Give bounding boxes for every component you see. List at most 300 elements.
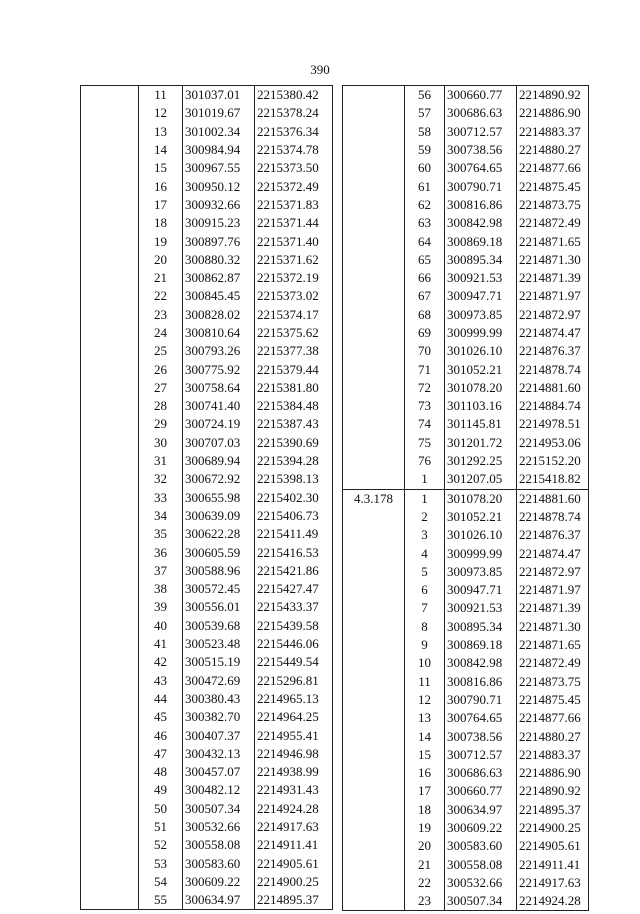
y-coordinate-cell: 2214881.60	[517, 379, 589, 397]
x-coordinate-cell: 300382.70	[183, 708, 255, 726]
point-number-cell: 11	[139, 86, 183, 105]
section-cell	[81, 306, 139, 324]
point-number-cell: 43	[139, 672, 183, 690]
point-number-cell: 72	[405, 379, 445, 397]
table-row	[343, 819, 589, 837]
table-row	[81, 562, 333, 580]
point-number-cell: 76	[405, 452, 445, 470]
section-cell	[81, 854, 139, 872]
point-number-cell: 12	[139, 104, 183, 122]
x-coordinate-cell: 300724.19	[183, 415, 255, 433]
point-number-cell: 28	[139, 397, 183, 415]
y-coordinate-cell: 2215381.80	[255, 379, 333, 397]
y-coordinate-cell: 2214871.30	[517, 251, 589, 269]
table-row	[81, 708, 333, 726]
section-cell	[343, 86, 405, 105]
table-row	[343, 141, 589, 159]
y-coordinate-cell: 2214938.99	[255, 763, 333, 781]
table-row	[343, 415, 589, 433]
section-cell	[343, 452, 405, 470]
section-cell	[81, 214, 139, 232]
x-coordinate-cell: 300973.85	[445, 563, 517, 581]
section-cell	[81, 434, 139, 452]
table-row	[81, 306, 333, 324]
table-row	[81, 781, 333, 799]
point-number-cell: 64	[405, 232, 445, 250]
section-cell	[343, 342, 405, 360]
point-number-cell: 45	[139, 708, 183, 726]
x-coordinate-cell: 300605.59	[183, 543, 255, 561]
x-coordinate-cell: 300915.23	[183, 214, 255, 232]
point-number-cell: 18	[405, 801, 445, 819]
point-number-cell: 21	[405, 855, 445, 873]
section-cell	[343, 141, 405, 159]
section-cell	[343, 636, 405, 654]
point-number-cell: 19	[139, 232, 183, 250]
y-coordinate-cell: 2215371.83	[255, 196, 333, 214]
point-number-cell: 22	[405, 874, 445, 892]
point-number-cell: 62	[405, 196, 445, 214]
table-row	[343, 709, 589, 727]
y-coordinate-cell: 2214871.65	[517, 232, 589, 250]
point-number-cell: 1	[405, 470, 445, 489]
section-cell	[81, 452, 139, 470]
y-coordinate-cell: 2215374.17	[255, 306, 333, 324]
point-number-cell: 63	[405, 214, 445, 232]
table-row	[81, 873, 333, 891]
y-coordinate-cell: 2215433.37	[255, 598, 333, 616]
point-number-cell: 29	[139, 415, 183, 433]
point-number-cell: 15	[405, 746, 445, 764]
x-coordinate-cell: 301002.34	[183, 123, 255, 141]
y-coordinate-cell: 2214871.39	[517, 599, 589, 617]
table-row	[81, 763, 333, 781]
x-coordinate-cell: 301103.16	[445, 397, 517, 415]
y-coordinate-cell: 2214978.51	[517, 415, 589, 433]
coordinates-table-right	[342, 85, 589, 911]
x-coordinate-cell: 300660.77	[445, 86, 517, 105]
point-number-cell: 21	[139, 269, 183, 287]
section-cell	[343, 727, 405, 745]
section-cell	[81, 489, 139, 507]
y-coordinate-cell: 2215411.49	[255, 525, 333, 543]
y-coordinate-cell: 2214881.60	[517, 489, 589, 508]
point-number-cell: 60	[405, 159, 445, 177]
x-coordinate-cell: 300556.01	[183, 598, 255, 616]
x-coordinate-cell: 300558.08	[445, 855, 517, 873]
x-coordinate-cell: 300572.45	[183, 580, 255, 598]
x-coordinate-cell: 300741.40	[183, 397, 255, 415]
table-row	[81, 269, 333, 287]
point-number-cell: 73	[405, 397, 445, 415]
point-number-cell: 50	[139, 800, 183, 818]
x-coordinate-cell: 301026.10	[445, 342, 517, 360]
y-coordinate-cell: 2214905.61	[255, 854, 333, 872]
table-row	[343, 691, 589, 709]
point-number-cell: 1	[405, 489, 445, 508]
section-cell	[343, 544, 405, 562]
table-row	[81, 415, 333, 433]
table-row	[81, 617, 333, 635]
table-row	[81, 86, 333, 105]
section-cell	[81, 379, 139, 397]
point-number-cell: 74	[405, 415, 445, 433]
x-coordinate-cell: 300707.03	[183, 434, 255, 452]
section-cell	[81, 726, 139, 744]
x-coordinate-cell: 300609.22	[183, 873, 255, 891]
y-coordinate-cell: 2214911.41	[517, 855, 589, 873]
point-number-cell: 20	[405, 837, 445, 855]
table-row	[81, 891, 333, 910]
table-row	[81, 800, 333, 818]
y-coordinate-cell: 2214886.90	[517, 764, 589, 782]
x-coordinate-cell: 300932.66	[183, 196, 255, 214]
x-coordinate-cell: 300758.64	[183, 379, 255, 397]
x-coordinate-cell: 301019.67	[183, 104, 255, 122]
page-number: 390	[310, 62, 330, 77]
section-cell	[343, 397, 405, 415]
y-coordinate-cell: 2214886.90	[517, 104, 589, 122]
section-cell	[343, 581, 405, 599]
point-number-cell: 5	[405, 563, 445, 581]
section-cell	[81, 818, 139, 836]
table-row	[343, 360, 589, 378]
y-coordinate-cell: 2214911.41	[255, 836, 333, 854]
y-coordinate-cell: 2215402.30	[255, 489, 333, 507]
y-coordinate-cell: 2214878.74	[517, 508, 589, 526]
y-coordinate-cell: 2214895.37	[255, 891, 333, 910]
y-coordinate-cell: 2215373.50	[255, 159, 333, 177]
y-coordinate-cell: 2214874.47	[517, 324, 589, 342]
y-coordinate-cell: 2214875.45	[517, 177, 589, 195]
section-cell	[81, 763, 139, 781]
x-coordinate-cell: 300634.97	[445, 801, 517, 819]
y-coordinate-cell: 2214924.28	[255, 800, 333, 818]
y-coordinate-cell: 2214883.37	[517, 123, 589, 141]
point-number-cell: 10	[405, 654, 445, 672]
table-row	[81, 251, 333, 269]
table-row	[343, 801, 589, 819]
section-cell	[343, 104, 405, 122]
x-coordinate-cell: 300532.66	[445, 874, 517, 892]
point-number-cell: 4	[405, 544, 445, 562]
section-cell	[81, 324, 139, 342]
section-cell	[81, 562, 139, 580]
x-coordinate-cell: 301207.05	[445, 470, 517, 489]
x-coordinate-cell: 300862.87	[183, 269, 255, 287]
table-row	[81, 123, 333, 141]
section-cell	[343, 232, 405, 250]
x-coordinate-cell: 300472.69	[183, 672, 255, 690]
table-row	[343, 470, 589, 489]
section-cell	[343, 764, 405, 782]
y-coordinate-cell: 2214890.92	[517, 782, 589, 800]
x-coordinate-cell: 300609.22	[445, 819, 517, 837]
y-coordinate-cell: 2214953.06	[517, 434, 589, 452]
section-cell	[343, 508, 405, 526]
table-row	[343, 104, 589, 122]
x-coordinate-cell: 301026.10	[445, 526, 517, 544]
x-coordinate-cell: 300583.60	[445, 837, 517, 855]
table-row	[81, 214, 333, 232]
section-cell	[81, 342, 139, 360]
y-coordinate-cell: 2215380.42	[255, 86, 333, 105]
point-number-cell: 46	[139, 726, 183, 744]
point-number-cell: 6	[405, 581, 445, 599]
section-cell	[343, 269, 405, 287]
section-cell	[343, 196, 405, 214]
point-number-cell: 13	[139, 123, 183, 141]
point-number-cell: 31	[139, 452, 183, 470]
y-coordinate-cell: 2214895.37	[517, 801, 589, 819]
section-cell	[343, 159, 405, 177]
y-coordinate-cell: 2215418.82	[517, 470, 589, 489]
x-coordinate-cell: 300816.86	[445, 673, 517, 691]
point-number-cell: 23	[139, 306, 183, 324]
y-coordinate-cell: 2214871.97	[517, 287, 589, 305]
table-row	[81, 379, 333, 397]
section-cell	[343, 801, 405, 819]
x-coordinate-cell: 301052.21	[445, 508, 517, 526]
point-number-cell: 54	[139, 873, 183, 891]
x-coordinate-cell: 300432.13	[183, 745, 255, 763]
section-cell	[81, 141, 139, 159]
point-number-cell: 12	[405, 691, 445, 709]
table-row	[343, 489, 589, 508]
x-coordinate-cell: 300790.71	[445, 691, 517, 709]
table-row	[343, 673, 589, 691]
x-coordinate-cell: 300828.02	[183, 306, 255, 324]
point-number-cell: 48	[139, 763, 183, 781]
x-coordinate-cell: 300842.98	[445, 214, 517, 232]
point-number-cell: 14	[405, 727, 445, 745]
y-coordinate-cell: 2214900.25	[517, 819, 589, 837]
y-coordinate-cell: 2215373.02	[255, 287, 333, 305]
y-coordinate-cell: 2214883.37	[517, 746, 589, 764]
y-coordinate-cell: 2214884.74	[517, 397, 589, 415]
section-cell	[343, 563, 405, 581]
y-coordinate-cell: 2214965.13	[255, 690, 333, 708]
y-coordinate-cell: 2214872.97	[517, 306, 589, 324]
section-cell	[81, 617, 139, 635]
point-number-cell: 18	[139, 214, 183, 232]
y-coordinate-cell: 2215372.49	[255, 177, 333, 195]
y-coordinate-cell: 2215379.44	[255, 360, 333, 378]
section-cell	[343, 526, 405, 544]
point-number-cell: 67	[405, 287, 445, 305]
table-row	[81, 745, 333, 763]
y-coordinate-cell: 2215371.62	[255, 251, 333, 269]
section-cell	[81, 891, 139, 910]
table-row	[81, 196, 333, 214]
y-coordinate-cell: 2215449.54	[255, 653, 333, 671]
x-coordinate-cell: 300539.68	[183, 617, 255, 635]
section-cell	[343, 819, 405, 837]
table-row	[343, 196, 589, 214]
y-coordinate-cell: 2214880.27	[517, 141, 589, 159]
section-cell	[343, 673, 405, 691]
x-coordinate-cell: 300999.99	[445, 544, 517, 562]
section-cell	[81, 159, 139, 177]
table-row	[343, 306, 589, 324]
section-cell	[81, 269, 139, 287]
x-coordinate-cell: 300967.55	[183, 159, 255, 177]
x-coordinate-cell: 300790.71	[445, 177, 517, 195]
table-row	[81, 141, 333, 159]
x-coordinate-cell: 300558.08	[183, 836, 255, 854]
y-coordinate-cell: 2215376.34	[255, 123, 333, 141]
table-row	[343, 636, 589, 654]
y-coordinate-cell: 2214955.41	[255, 726, 333, 744]
y-coordinate-cell: 2214878.74	[517, 360, 589, 378]
section-cell	[81, 690, 139, 708]
x-coordinate-cell: 300407.37	[183, 726, 255, 744]
section-cell	[81, 836, 139, 854]
y-coordinate-cell: 2215416.53	[255, 543, 333, 561]
x-coordinate-cell: 300895.34	[445, 251, 517, 269]
section-cell	[343, 746, 405, 764]
table-row	[81, 635, 333, 653]
x-coordinate-cell: 300984.94	[183, 141, 255, 159]
point-number-cell: 16	[405, 764, 445, 782]
x-coordinate-cell: 301078.20	[445, 379, 517, 397]
point-number-cell: 56	[405, 86, 445, 105]
table-row	[343, 177, 589, 195]
x-coordinate-cell: 300842.98	[445, 654, 517, 672]
section-cell	[81, 415, 139, 433]
y-coordinate-cell: 2214876.37	[517, 342, 589, 360]
y-coordinate-cell: 2215384.48	[255, 397, 333, 415]
point-number-cell: 61	[405, 177, 445, 195]
table-row	[343, 324, 589, 342]
point-number-cell: 57	[405, 104, 445, 122]
x-coordinate-cell: 301145.81	[445, 415, 517, 433]
table-row	[343, 544, 589, 562]
x-coordinate-cell: 300507.34	[445, 892, 517, 911]
point-number-cell: 27	[139, 379, 183, 397]
section-cell	[81, 360, 139, 378]
y-coordinate-cell: 2214876.37	[517, 526, 589, 544]
table-row	[81, 159, 333, 177]
x-coordinate-cell: 300816.86	[445, 196, 517, 214]
point-number-cell: 39	[139, 598, 183, 616]
y-coordinate-cell: 2215152.20	[517, 452, 589, 470]
section-cell	[81, 196, 139, 214]
x-coordinate-cell: 300880.32	[183, 251, 255, 269]
table-row	[81, 324, 333, 342]
table-row	[343, 874, 589, 892]
point-number-cell: 66	[405, 269, 445, 287]
point-number-cell: 35	[139, 525, 183, 543]
table-row	[343, 654, 589, 672]
point-number-cell: 71	[405, 360, 445, 378]
table-row	[81, 854, 333, 872]
section-cell	[81, 86, 139, 105]
table-row	[343, 269, 589, 287]
point-number-cell: 17	[405, 782, 445, 800]
y-coordinate-cell: 2214877.66	[517, 159, 589, 177]
point-number-cell: 51	[139, 818, 183, 836]
y-coordinate-cell: 2214871.30	[517, 618, 589, 636]
x-coordinate-cell: 300950.12	[183, 177, 255, 195]
y-coordinate-cell: 2215394.28	[255, 452, 333, 470]
x-coordinate-cell: 300869.18	[445, 232, 517, 250]
section-cell	[343, 855, 405, 873]
point-number-cell: 23	[405, 892, 445, 911]
point-number-cell: 44	[139, 690, 183, 708]
y-coordinate-cell: 2214872.49	[517, 214, 589, 232]
table-row	[343, 618, 589, 636]
point-number-cell: 14	[139, 141, 183, 159]
y-coordinate-cell: 2214917.63	[255, 818, 333, 836]
section-cell	[81, 580, 139, 598]
table-row	[343, 214, 589, 232]
y-coordinate-cell: 2215371.44	[255, 214, 333, 232]
table-row	[343, 837, 589, 855]
section-cell	[343, 782, 405, 800]
section-cell	[343, 470, 405, 489]
x-coordinate-cell: 301078.20	[445, 489, 517, 508]
point-number-cell: 58	[405, 123, 445, 141]
point-number-cell: 47	[139, 745, 183, 763]
section-cell	[81, 251, 139, 269]
section-cell	[343, 618, 405, 636]
y-coordinate-cell: 2214877.66	[517, 709, 589, 727]
y-coordinate-cell: 2215296.81	[255, 672, 333, 690]
table-row	[81, 836, 333, 854]
y-coordinate-cell: 2215387.43	[255, 415, 333, 433]
table-row	[81, 360, 333, 378]
section-cell	[81, 781, 139, 799]
point-number-cell: 3	[405, 526, 445, 544]
table-row	[343, 727, 589, 745]
point-number-cell: 25	[139, 342, 183, 360]
x-coordinate-cell: 301037.01	[183, 86, 255, 105]
point-number-cell: 7	[405, 599, 445, 617]
table-row	[343, 452, 589, 470]
table-row	[81, 232, 333, 250]
point-number-cell: 53	[139, 854, 183, 872]
table-row	[343, 287, 589, 305]
section-cell	[343, 306, 405, 324]
x-coordinate-cell: 300634.97	[183, 891, 255, 910]
y-coordinate-cell: 2215398.13	[255, 470, 333, 488]
x-coordinate-cell: 300973.85	[445, 306, 517, 324]
y-coordinate-cell: 2214905.61	[517, 837, 589, 855]
y-coordinate-cell: 2215390.69	[255, 434, 333, 452]
y-coordinate-cell: 2214872.49	[517, 654, 589, 672]
x-coordinate-cell: 300672.92	[183, 470, 255, 488]
y-coordinate-cell: 2214873.75	[517, 196, 589, 214]
x-coordinate-cell: 301292.25	[445, 452, 517, 470]
section-cell	[343, 691, 405, 709]
point-number-cell: 33	[139, 489, 183, 507]
x-coordinate-cell: 300457.07	[183, 763, 255, 781]
point-number-cell: 24	[139, 324, 183, 342]
point-number-cell: 34	[139, 507, 183, 525]
section-cell	[343, 599, 405, 617]
y-coordinate-cell: 2214871.39	[517, 269, 589, 287]
point-number-cell: 30	[139, 434, 183, 452]
y-coordinate-cell: 2214871.65	[517, 636, 589, 654]
y-coordinate-cell: 2214946.98	[255, 745, 333, 763]
y-coordinate-cell: 2215374.78	[255, 141, 333, 159]
point-number-cell: 2	[405, 508, 445, 526]
section-cell	[81, 397, 139, 415]
table-row	[81, 690, 333, 708]
x-coordinate-cell: 300869.18	[445, 636, 517, 654]
point-number-cell: 20	[139, 251, 183, 269]
